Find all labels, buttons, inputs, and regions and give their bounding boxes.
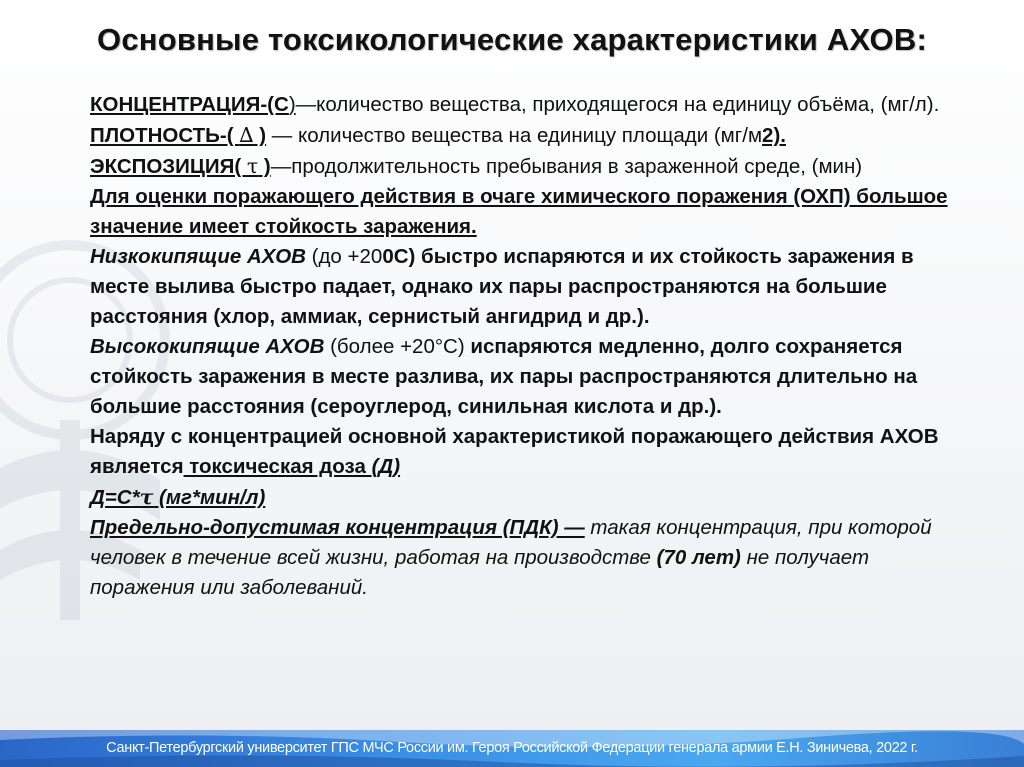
dose-paragraph	[38, 422, 978, 482]
low-boiling-term: Низкокипящие АХОВ	[90, 245, 306, 268]
low-boiling-paren: (до +20	[305, 245, 383, 268]
dose-symbol: (Д)	[371, 455, 401, 478]
low-boiling-text: 0С) быстро испаряются и их стойкость заражения в месте вылива быстро падает, однако их пары распространяются на большие расстояния (хлор, аммиак, сернистый ангидрид и др.).	[90, 245, 914, 328]
concentration-paragraph	[38, 90, 978, 120]
dose-intro: Наряду с концентрацией основной характеристикой поражающего действия АХОВ является	[90, 425, 939, 478]
dose-term: токсическая доза	[183, 455, 372, 478]
pdk-paragraph	[38, 513, 978, 603]
high-boiling-term: Высококипящие АХОВ	[90, 335, 325, 358]
assessment-text: Для оценки поражающего действия в очаге химического поражения (ОХП) большое значение имеет стойкость заражения.	[90, 185, 948, 238]
concentration-term-end: )	[288, 93, 296, 116]
density-symbol: ∆	[239, 123, 254, 147]
pdk-years: (70 лет)	[656, 546, 741, 569]
concentration-term: КОНЦЕНТРАЦИЯ-(С	[90, 93, 289, 116]
density-unit-power: 2).	[762, 124, 786, 147]
exposure-symbol: τ	[246, 154, 259, 178]
slide-body	[38, 90, 978, 603]
formula-paragraph	[38, 482, 978, 513]
pdk-text-2: не получает поражения или заболеваний.	[90, 546, 870, 599]
formula-symbol: τ	[139, 485, 154, 509]
exposure-term-end: )	[258, 155, 271, 178]
high-boiling-text: испаряются медленно, долго сохраняется стойкость заражения в месте разлива, их пары распространяются длительно на большие расстояния (сероуглерод, синильная кислота и др.).	[90, 335, 918, 418]
formula-end: (мг*мин/л)	[153, 486, 266, 509]
slide-title: Основные токсикологические характеристики АХОВ:	[97, 22, 927, 57]
footer-bar	[0, 730, 1024, 767]
pdk-text-1: такая концентрация, при которой человек в течение всей жизни, работая на производстве	[90, 516, 932, 569]
concentration-definition: —количество вещества, приходящегося на единицу объёма, (мг/л).	[295, 93, 940, 116]
density-definition: — количество вещества на единицу площади (мг/м	[266, 124, 763, 147]
footer-text: Санкт-Петербургский университет ГПС МЧС России им. Героя Российской Федерации генерала армии Е.Н. Зиничева, 2022 г.	[106, 740, 918, 756]
exposure-paragraph	[38, 151, 978, 182]
density-term-start: ПЛОТНОСТЬ-(	[90, 124, 240, 147]
low-boiling-paragraph	[38, 242, 978, 332]
high-boiling-paren: (более +20°С)	[324, 335, 465, 358]
exposure-definition: —продолжительность пребывания в зараженной среде, (мин)	[270, 155, 863, 178]
density-paragraph	[38, 120, 978, 151]
high-boiling-paragraph	[38, 332, 978, 422]
assessment-paragraph	[38, 182, 978, 242]
exposure-term-start: ЭКСПОЗИЦИЯ(	[90, 155, 247, 178]
pdk-term: Предельно-допустимая концентрация (ПДК) —	[90, 516, 585, 539]
density-term-end: )	[253, 124, 267, 147]
formula-start: Д=С*	[90, 486, 140, 509]
